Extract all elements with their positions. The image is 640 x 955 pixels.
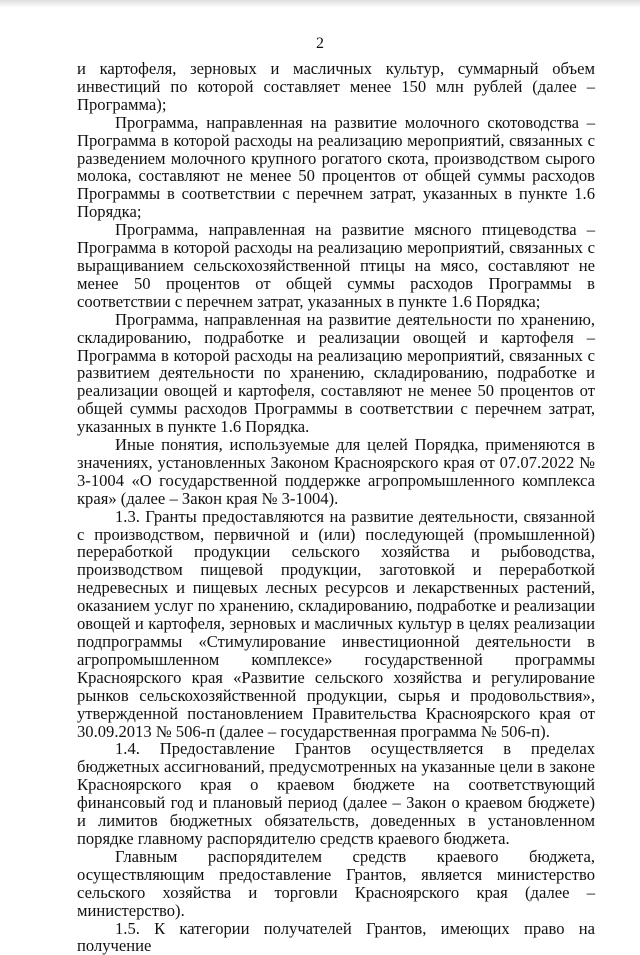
- paragraph-other-definitions: Иные понятия, используемые для целей Порядка, применяются в значениях, установленных Законом Красноярского края от 07.07.2022 № 3-1004 «О государственной поддержке агропромышленного комплекса края» (далее – Закон края № 3-1004).: [77, 436, 595, 508]
- paragraph-continuation: и картофеля, зерновых и масличных культур, суммарный объем инвестиций по которой составляет менее 150 млн рублей (далее – Программа);: [77, 60, 595, 114]
- paragraph-storage-program: Программа, направленная на развитие деятельности по хранению, складированию, подработке и реализации овощей и картофеля – Программа в которой расходы на реализацию мероприятий, связанных с развитием деятельности по хранению, складированию, подработке и реализации овощей и картофеля, составляют не менее 50 процентов от общей суммы расходов Программы в соответствии с перечнем затрат, указанных в пункте 1.6 Порядка.: [77, 311, 595, 436]
- paragraph-poultry-program: Программа, направленная на развитие мясного птицеводства – Программа в которой расходы на реализацию мероприятий, связанных с выращиванием сельскохозяйственной птицы на мясо, составляют не менее 50 процентов от общей суммы расходов Программы в соответствии с перечнем затрат, указанных в пункте 1.6 Порядка;: [77, 221, 595, 311]
- document-body: [77, 60, 595, 955]
- paragraph-1-3: 1.3. Гранты предоставляются на развитие деятельности, связанной с производством, первичной и (или) последующей (промышленной) переработкой продукции сельского хозяйства и рыбоводства, производством пищевой продукции, заготовкой и переработкой недревесных и пищевых лесных ресурсов и лекарственных растений, оказанием услуг по хранению, складированию, подработке и реализации овощей и картофеля, зерновых и масличных культур в целях реализации подпрограммы «Стимулирование инвестиционной деятельности в агропромышленном комплексе» государственной программы Красноярского края «Развитие сельского хозяйства и регулирование рынков сельскохозяйственной продукции, сырья и продовольствия», утвержденной постановлением Правительства Красноярского края от 30.09.2013 № 506-п (далее – государственная программа № 506-п).: [77, 508, 595, 741]
- paragraph-1-5: 1.5. К категории получателей Грантов, имеющих право на получение: [77, 920, 595, 955]
- scan-top-edge: [0, 0, 640, 8]
- page-number: 2: [0, 35, 640, 53]
- paragraph-main-distributor: Главным распорядителем средств краевого бюджета, осуществляющим предоставление Грантов, является министерство сельского хозяйства и торговли Красноярского края (далее – министерство).: [77, 848, 595, 920]
- paragraph-1-4: 1.4. Предоставление Грантов осуществляется в пределах бюджетных ассигнований, предусмотренных на указанные цели в законе Красноярского края о краевом бюджете на соответствующий финансовый год и плановый период (далее – Закон о краевом бюджете) и лимитов бюджетных обязательств, доведенных в установленном порядке главному распорядителю средств краевого бюджета.: [77, 740, 595, 847]
- paragraph-dairy-program: Программа, направленная на развитие молочного скотоводства – Программа в которой расходы на реализацию мероприятий, связанных с разведением молочного крупного рогатого скота, производством сырого молока, составляют не менее 50 процентов от общей суммы расходов Программы в соответствии с перечнем затрат, указанных в пункте 1.6 Порядка;: [77, 114, 595, 221]
